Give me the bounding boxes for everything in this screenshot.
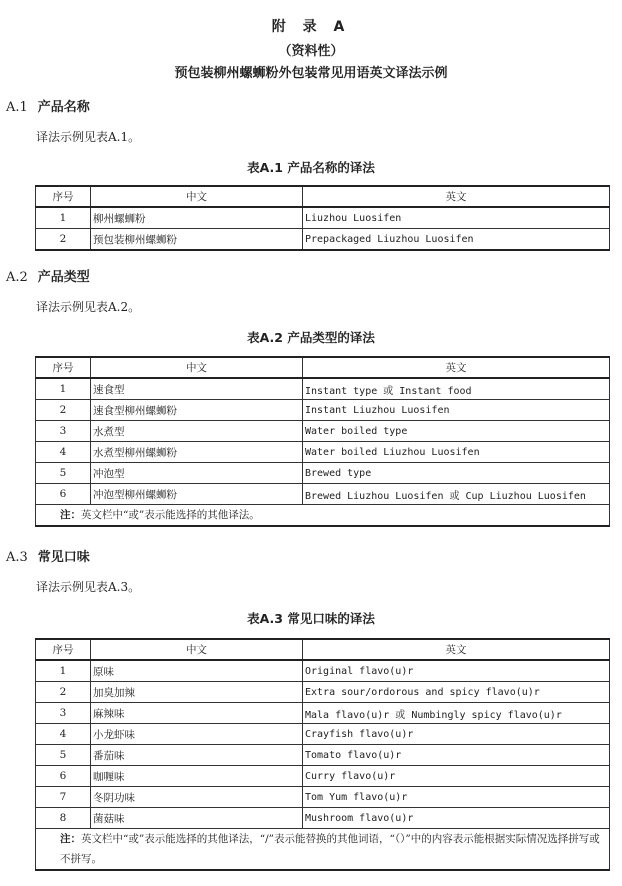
table-a2 (35, 356, 610, 527)
cell-index: 1 (36, 660, 91, 682)
cell-index: 6 (36, 766, 91, 787)
table-a2-caption: 表A.2 产品类型的译法 (247, 330, 375, 345)
cell-chinese: 咖喱味 (91, 766, 303, 787)
appendix-nature: （资料性） (278, 44, 344, 59)
note-text: 英文栏中“或”表示能选择的其他译法，“/”表示能替换的其他词语，“（）”中的内容表示能根据实际情况选择拼写或不拼写。 (60, 833, 600, 865)
section-a3-heading (6, 546, 90, 565)
cell-index: 5 (36, 463, 91, 484)
cell-chinese: 加臭加辣 (91, 682, 303, 703)
cell-english: Mala flavo(u)r 或 Numbingly spicy flavo(u)r (303, 703, 610, 724)
note-label: 注： (60, 509, 81, 521)
cell-chinese: 麻辣味 (91, 703, 303, 724)
section-a2-intro: 译法示例见表A.2。 (36, 300, 141, 314)
table-row (36, 787, 610, 808)
table-row (36, 724, 610, 745)
section-a2-heading (6, 266, 90, 285)
column-header-chinese: 中文 (91, 357, 303, 378)
table-row (36, 207, 610, 229)
table-a3-caption: 表A.3 常见口味的译法 (247, 611, 375, 626)
table-note-row (36, 505, 610, 527)
section-a3-intro: 译法示例见表A.3。 (36, 580, 141, 594)
cell-english: Liuzhou Luosifen (303, 207, 610, 229)
section-a1-heading (6, 96, 90, 115)
column-header-index: 序号 (36, 357, 91, 378)
cell-english: Brewed Liuzhou Luosifen 或 Cup Liuzhou Luosifen (303, 484, 610, 505)
table-row (36, 682, 610, 703)
table-a1-caption: 表A.1 产品名称的译法 (247, 160, 375, 175)
cell-chinese: 菌菇味 (91, 808, 303, 829)
cell-english: Prepackaged Liuzhou Luosifen (303, 229, 610, 251)
table-row (36, 442, 610, 463)
column-header-english: 英文 (303, 186, 610, 207)
table-note (36, 829, 610, 871)
column-header-index: 序号 (36, 186, 91, 207)
cell-chinese: 小龙虾味 (91, 724, 303, 745)
table-a1 (35, 185, 610, 251)
cell-chinese: 水煮型柳州螺蛳粉 (91, 442, 303, 463)
section-a1-intro: 译法示例见表A.1。 (36, 130, 141, 144)
table-row (36, 745, 610, 766)
cell-index: 1 (36, 207, 91, 229)
table-row (36, 229, 610, 251)
cell-index: 5 (36, 745, 91, 766)
table-note (36, 505, 610, 527)
cell-english: Mushroom flavo(u)r (303, 808, 610, 829)
column-header-chinese: 中文 (91, 186, 303, 207)
cell-index: 4 (36, 442, 91, 463)
section-number: A.3 (6, 550, 28, 565)
cell-index: 2 (36, 229, 91, 251)
section-number: A.2 (6, 270, 28, 285)
cell-index: 2 (36, 682, 91, 703)
table-row (36, 703, 610, 724)
table-header-row (36, 357, 610, 378)
cell-chinese: 冲泡型柳州螺蛳粉 (91, 484, 303, 505)
cell-chinese: 速食型柳州螺蛳粉 (91, 400, 303, 421)
table-header-row (36, 186, 610, 207)
table-row (36, 660, 610, 682)
cell-chinese: 速食型 (91, 378, 303, 400)
section-title: 产品类型 (37, 270, 90, 285)
column-header-index: 序号 (36, 639, 91, 660)
cell-index: 6 (36, 484, 91, 505)
cell-english: Water boiled Liuzhou Luosifen (303, 442, 610, 463)
cell-english: Curry flavo(u)r (303, 766, 610, 787)
cell-english: Original flavo(u)r (303, 660, 610, 682)
cell-index: 8 (36, 808, 91, 829)
table-row (36, 484, 610, 505)
section-title: 产品名称 (37, 100, 90, 115)
table-row (36, 421, 610, 442)
table-a3 (35, 638, 610, 871)
cell-chinese: 番茄味 (91, 745, 303, 766)
cell-index: 4 (36, 724, 91, 745)
table-row (36, 463, 610, 484)
appendix-title: 附 录 A (271, 19, 351, 35)
column-header-english: 英文 (303, 357, 610, 378)
cell-english: Extra sour/ordorous and spicy flavo(u)r (303, 682, 610, 703)
table-row (36, 808, 610, 829)
cell-english: Water boiled type (303, 421, 610, 442)
section-number: A.1 (6, 100, 28, 115)
cell-index: 3 (36, 703, 91, 724)
cell-english: Crayfish flavo(u)r (303, 724, 610, 745)
cell-index: 2 (36, 400, 91, 421)
cell-english: Instant type 或 Instant food (303, 378, 610, 400)
cell-chinese: 柳州螺蛳粉 (91, 207, 303, 229)
cell-index: 3 (36, 421, 91, 442)
document-main-title: 预包装柳州螺蛳粉外包装常见用语英文译法示例 (174, 66, 448, 81)
cell-chinese: 冲泡型 (91, 463, 303, 484)
table-row (36, 400, 610, 421)
table-row (36, 766, 610, 787)
cell-chinese: 原味 (91, 660, 303, 682)
table-note-row (36, 829, 610, 871)
note-label: 注： (60, 833, 81, 845)
note-text: 英文栏中“或”表示能选择的其他译法。 (81, 509, 260, 521)
cell-chinese: 预包装柳州螺蛳粉 (91, 229, 303, 251)
cell-chinese: 水煮型 (91, 421, 303, 442)
cell-index: 7 (36, 787, 91, 808)
column-header-english: 英文 (303, 639, 610, 660)
cell-chinese: 冬阴功味 (91, 787, 303, 808)
section-title: 常见口味 (37, 550, 90, 565)
cell-english: Brewed type (303, 463, 610, 484)
column-header-chinese: 中文 (91, 639, 303, 660)
cell-english: Tom Yum flavo(u)r (303, 787, 610, 808)
cell-english: Tomato flavo(u)r (303, 745, 610, 766)
cell-index: 1 (36, 378, 91, 400)
table-header-row (36, 639, 610, 660)
table-row (36, 378, 610, 400)
cell-english: Instant Liuzhou Luosifen (303, 400, 610, 421)
